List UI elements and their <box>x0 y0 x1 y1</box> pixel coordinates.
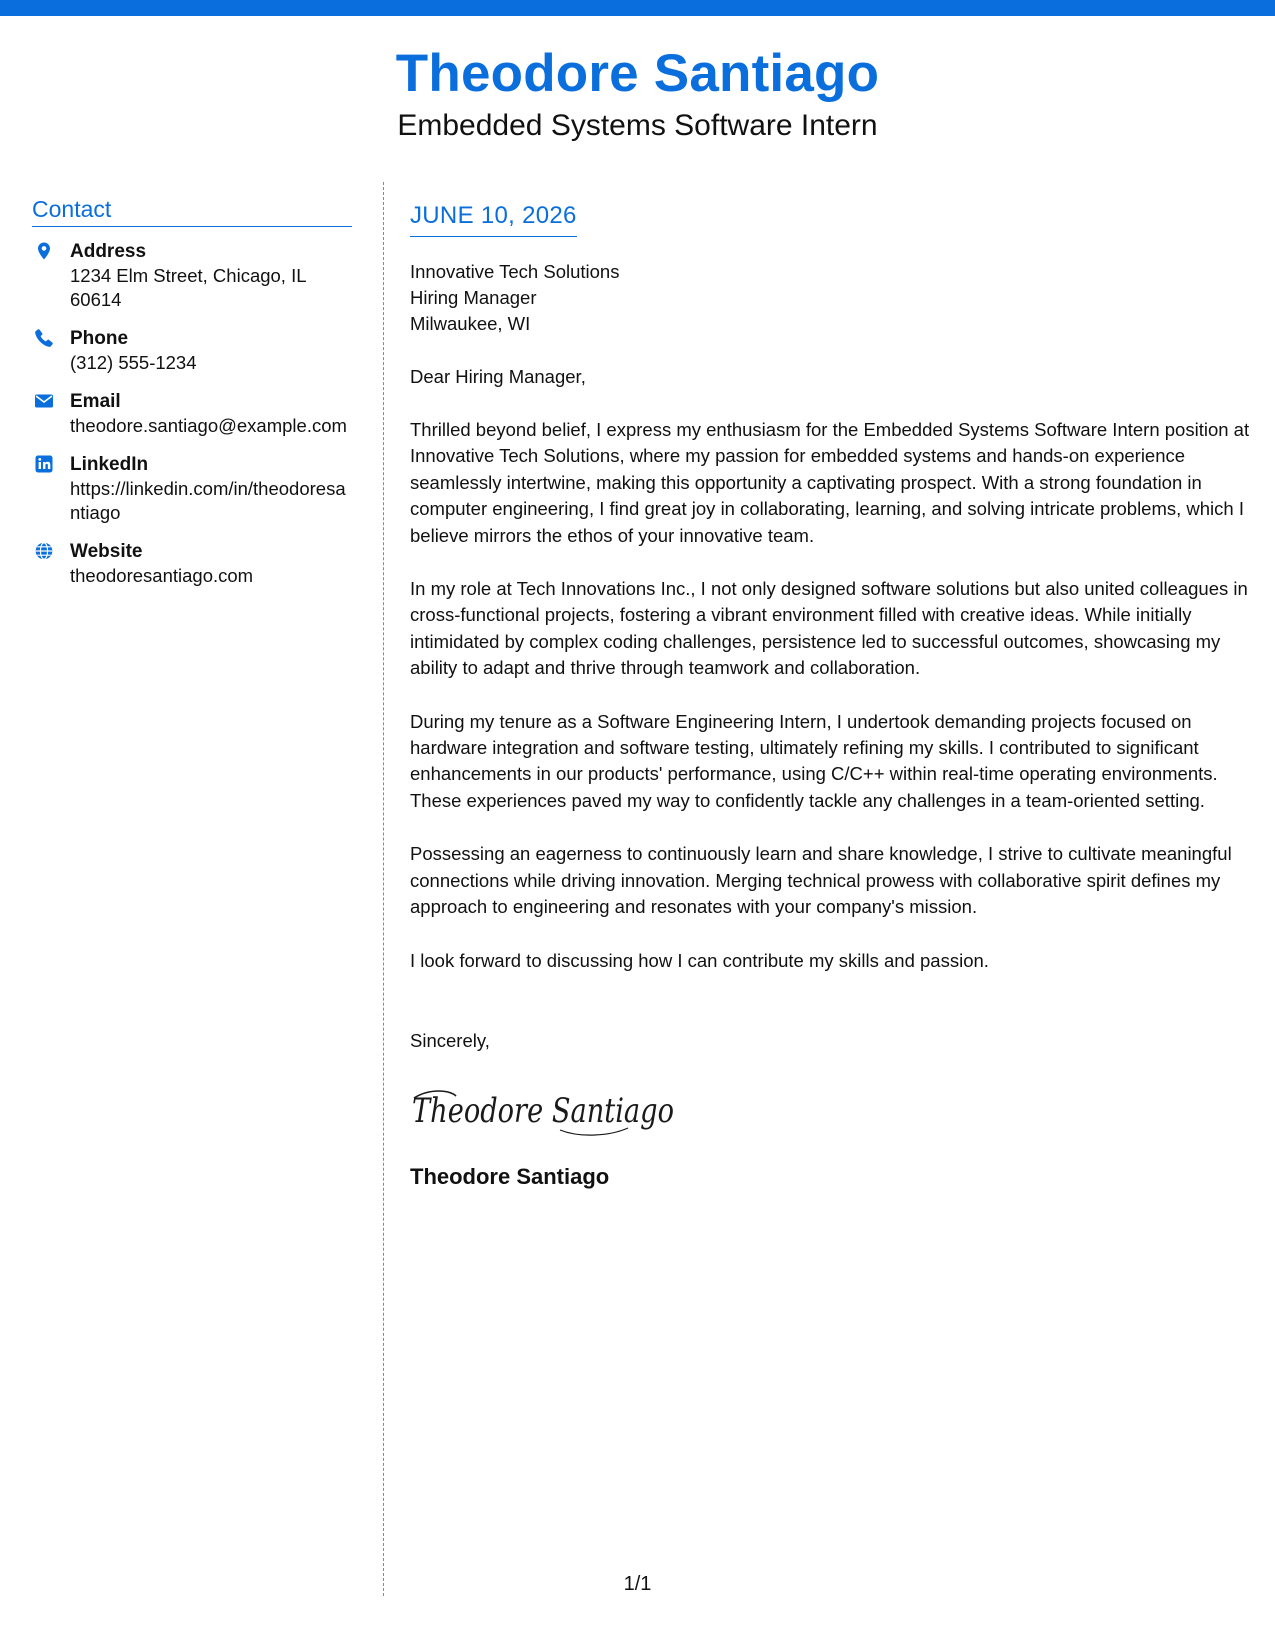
email-value[interactable]: theodore.santiago@example.com <box>70 415 347 436</box>
contact-sidebar <box>32 194 352 602</box>
paragraph: Possessing an eagerness to continuously learn and share knowledge, I strive to cultivate meaningful connections while driving innovation. Merging technical prowess with collaborative spirit defines my approach to engineering and resonates with your company's mission. <box>410 843 1232 918</box>
contact-phone <box>32 326 352 375</box>
contact-website <box>32 539 352 588</box>
letter-date: JUNE 10, 2026 <box>410 200 577 237</box>
job-title: Embedded Systems Software Intern <box>397 109 878 142</box>
contact-label: Phone <box>70 328 129 349</box>
recipient-location: Milwaukee, WI <box>410 313 531 334</box>
paragraph: In my role at Tech Innovations Inc., I not only designed software solutions but also united colleagues in cross-functional projects, fostering a vibrant environment filled with creative ideas. While initially intimidated by complex coding challenges, persistence led to successful outcomes, showcasing my ability to adapt and thrive through teamwork and collaboration. <box>410 578 1248 679</box>
phone-value: (312) 555-1234 <box>70 352 197 373</box>
contact-label: Email <box>70 391 121 412</box>
top-accent-bar <box>0 0 1275 16</box>
address-value: 1234 Elm Street, Chicago, IL 60614 <box>70 265 306 310</box>
page-number: 1/1 <box>623 1573 652 1595</box>
page-header <box>0 40 1275 146</box>
signed-name: Theodore Santiago <box>410 1163 610 1189</box>
globe-icon <box>34 541 54 561</box>
svg-text:Theodore Santiago: Theodore Santiago <box>412 1090 674 1131</box>
contact-label: Website <box>70 541 143 562</box>
contact-heading: Contact <box>32 194 352 227</box>
applicant-name: Theodore Santiago <box>395 44 880 103</box>
recipient-role: Hiring Manager <box>410 287 537 308</box>
closing: Sincerely, <box>410 1029 490 1051</box>
greeting: Dear Hiring Manager, <box>410 366 586 387</box>
handwritten-signature <box>410 1082 680 1140</box>
recipient-block <box>410 259 1250 337</box>
phone-icon <box>34 328 54 348</box>
paragraph: During my tenure as a Software Engineering Intern, I undertook demanding projects focused on hardware integration and software testing, ultimately refining my skills. I contributed to significant enhancements in our products' performance, using C/C++ within real-time operating environments. These experiences paved my way to confidently tackle any challenges in a team-oriented setting. <box>410 710 1218 811</box>
contact-email <box>32 389 352 438</box>
linkedin-icon <box>34 454 54 474</box>
paragraph: Thrilled beyond belief, I express my enthusiasm for the Embedded Systems Software Intern position at Innovative Tech Solutions, where my passion for embedded systems and hands-on experience seamlessly intertwine, making this opportunity a captivating prospect. With a strong foundation in computer engineering, I find great joy in collaborating, learning, and solving intricate problems, which I believe mirrors the ethos of your innovative team. <box>410 419 1250 546</box>
map-pin-icon <box>34 241 54 261</box>
contact-label: LinkedIn <box>70 454 149 475</box>
contact-label: Address <box>70 241 147 262</box>
letter-body <box>410 200 1250 1192</box>
contact-list <box>32 239 352 588</box>
column-divider <box>383 182 384 1596</box>
paragraph: I look forward to discussing how I can contribute my skills and passion. <box>410 949 989 971</box>
envelope-icon <box>34 391 54 411</box>
recipient-company: Innovative Tech Solutions <box>410 261 620 282</box>
linkedin-value[interactable]: https://linkedin.com/in/theodoresantiago <box>70 478 346 523</box>
contact-address <box>32 239 352 312</box>
website-value[interactable]: theodoresantiago.com <box>70 565 254 586</box>
contact-linkedin <box>32 452 352 525</box>
